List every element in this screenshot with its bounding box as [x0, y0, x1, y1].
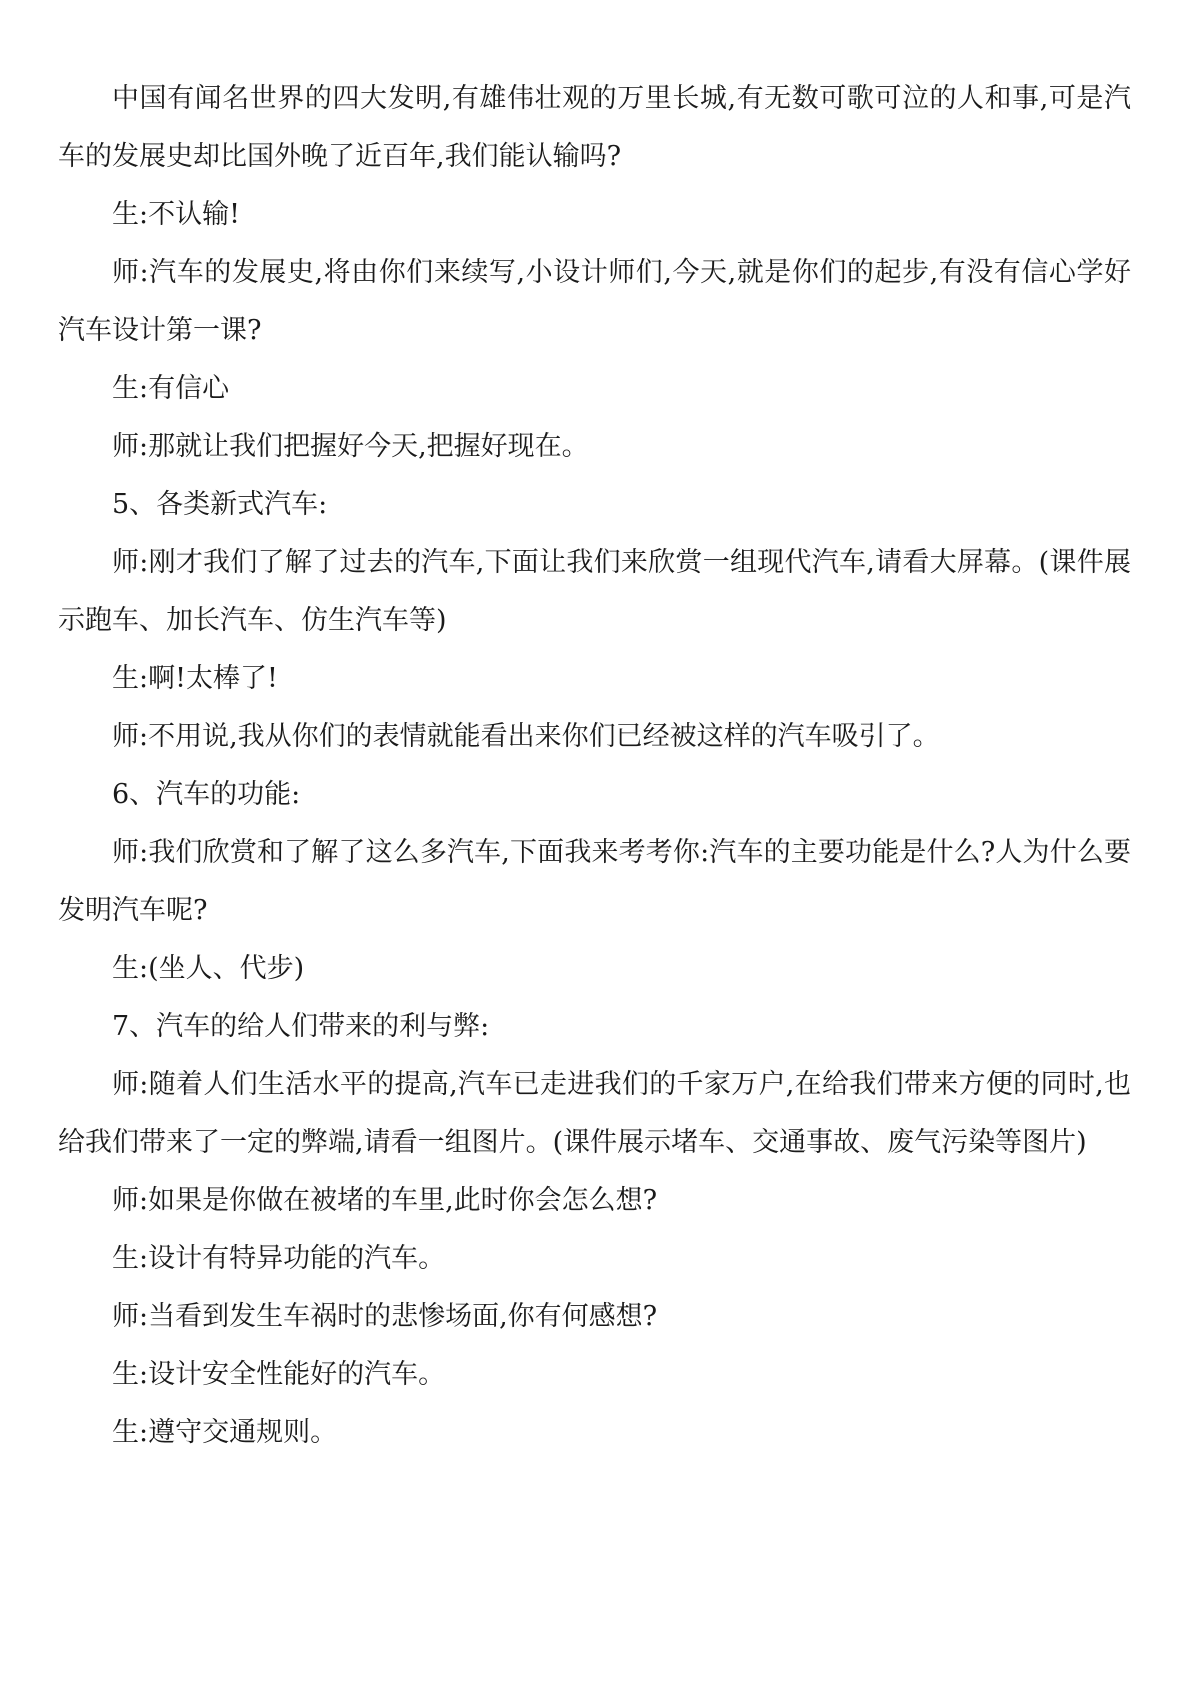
paragraph-1: 中国有闻名世界的四大发明,有雄伟壮观的万里长城,有无数可歌可泣的人和事,可是汽车的发展史却比国外晚了近百年,我们能认输吗? — [58, 83, 1131, 172]
paragraph-18: 生:设计安全性能好的汽车。 — [112, 1359, 446, 1390]
paragraph-9: 师:不用说,我从你们的表情就能看出来你们已经被这样的汽车吸引了。 — [112, 721, 940, 752]
paragraph-5: 师:那就让我们把握好今天,把握好现在。 — [112, 431, 589, 462]
paragraph-3: 师:汽车的发展史,将由你们来续写,小设计师们,今天,就是你们的起步,有没有信心学好汽车设计第一课? — [58, 257, 1131, 346]
section-heading-6: 6、汽车的功能: — [112, 779, 301, 810]
paragraph-4: 生:有信心 — [112, 373, 230, 404]
paragraph-19: 生:遵守交通规则。 — [112, 1417, 338, 1448]
section-heading-7: 7、汽车的给人们带来的利与弊: — [112, 1011, 490, 1042]
paragraph-2: 生:不认输! — [112, 199, 240, 230]
paragraph-16: 生:设计有特异功能的汽车。 — [112, 1243, 446, 1274]
paragraph-15: 师:如果是你做在被堵的车里,此时你会怎么想? — [112, 1185, 658, 1216]
paragraph-12: 生:(坐人、代步) — [112, 953, 305, 984]
paragraph-17: 师:当看到发生车祸时的悲惨场面,你有何感想? — [112, 1301, 658, 1332]
section-heading-5: 5、各类新式汽车: — [112, 489, 328, 520]
paragraph-14: 师:随着人们生活水平的提高,汽车已走进我们的千家万户,在给我们带来方便的同时,也给我们带来了一定的弊端,请看一组图片。(课件展示堵车、交通事故、废气污染等图片) — [58, 1069, 1131, 1158]
paragraph-8: 生:啊!太棒了! — [112, 663, 278, 694]
paragraph-7: 师:刚才我们了解了过去的汽车,下面让我们来欣赏一组现代汽车,请看大屏幕。(课件展示跑车、加长汽车、仿生汽车等) — [58, 547, 1131, 636]
paragraph-11: 师:我们欣赏和了解了这么多汽车,下面我来考考你:汽车的主要功能是什么?人为什么要发明汽车呢? — [58, 837, 1131, 926]
